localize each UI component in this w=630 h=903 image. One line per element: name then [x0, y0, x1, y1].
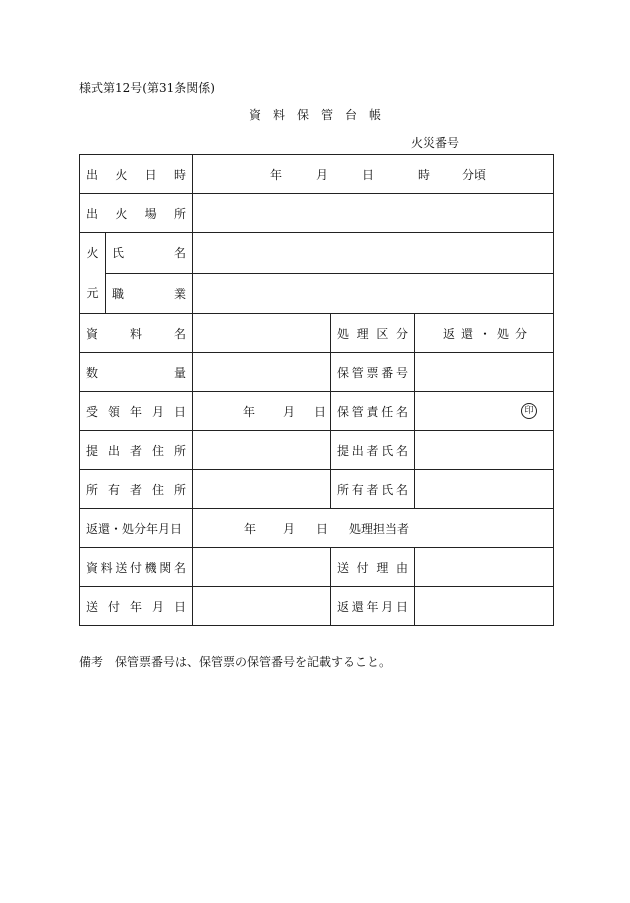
fire-place-field[interactable]	[193, 194, 554, 233]
return-date-label: 返還・処分年月日	[80, 509, 193, 548]
return-ymd-field[interactable]	[415, 587, 554, 626]
submitter-name-field[interactable]	[415, 431, 554, 470]
fire-datetime-field[interactable]: 年 月 日 時 分頃	[193, 155, 554, 194]
sending-reason-field[interactable]	[415, 548, 554, 587]
footnote: 備考 保管票番号は、保管票の保管番号を記載すること。	[79, 655, 392, 669]
sending-agency-label: 資 料 送 付 機 関 名	[80, 548, 193, 587]
sending-agency-row	[80, 548, 554, 587]
owner-row	[80, 470, 554, 509]
disposal-class-options[interactable]: 返 還 ・ 処 分	[415, 314, 554, 353]
origin-side-label: 火 元	[80, 233, 106, 314]
submitter-address-field[interactable]	[193, 431, 331, 470]
owner-name-label: 所 有 者 氏 名	[331, 470, 415, 509]
fire-place-row	[80, 194, 554, 233]
origin-name-row	[80, 233, 554, 274]
owner-address-label: 所 有 者 住 所	[80, 470, 193, 509]
disposal-officer-label: 処理担当者	[349, 521, 410, 536]
fire-number-label: 火災番号	[411, 136, 460, 150]
origin-job-field[interactable]	[193, 273, 554, 314]
submitter-address-label: 提 出 者 住 所	[80, 431, 193, 470]
sending-agency-field[interactable]	[193, 548, 331, 587]
material-name-field[interactable]	[193, 314, 331, 353]
storage-ledger-table	[79, 154, 554, 626]
quantity-row	[80, 353, 554, 392]
disposal-class-label: 処 理 区 分	[331, 314, 415, 353]
origin-name-label: 氏 名	[106, 233, 193, 274]
receipt-date-label: 受 領 年 月 日	[80, 392, 193, 431]
sending-reason-label: 送 付 理 由	[331, 548, 415, 587]
return-date-field[interactable]: 年 月 日 処理担当者	[193, 509, 554, 548]
material-name-label: 資 料 名	[80, 314, 193, 353]
custodian-field[interactable]	[415, 392, 554, 431]
submitter-name-label: 提 出 者 氏 名	[331, 431, 415, 470]
storage-slip-field[interactable]	[415, 353, 554, 392]
seal-mark: 印	[521, 403, 537, 419]
owner-name-field[interactable]	[415, 470, 554, 509]
sending-date-row	[80, 587, 554, 626]
receipt-date-row	[80, 392, 554, 431]
quantity-label: 数 量	[80, 353, 193, 392]
receipt-date-field[interactable]: 年 月 日	[193, 392, 331, 431]
origin-name-field[interactable]	[193, 233, 554, 274]
return-date-row	[80, 509, 554, 548]
form-number-label: 様式第12号(第31条関係)	[79, 81, 215, 95]
material-name-row	[80, 314, 554, 353]
origin-job-row	[80, 273, 554, 314]
return-ymd-label: 返 還 年 月 日	[331, 587, 415, 626]
sending-date-field[interactable]	[193, 587, 331, 626]
fire-datetime-row	[80, 155, 554, 194]
fire-datetime-label: 出 火 日 時	[80, 155, 193, 194]
storage-slip-label: 保 管 票 番 号	[331, 353, 415, 392]
owner-address-field[interactable]	[193, 470, 331, 509]
fire-place-label: 出 火 場 所	[80, 194, 193, 233]
sending-date-label: 送 付 年 月 日	[80, 587, 193, 626]
quantity-field[interactable]	[193, 353, 331, 392]
origin-job-label: 職 業	[106, 273, 193, 314]
submitter-row	[80, 431, 554, 470]
page-title: 資 料 保 管 台 帳	[248, 108, 381, 122]
custodian-label: 保 管 責 任 名	[331, 392, 415, 431]
